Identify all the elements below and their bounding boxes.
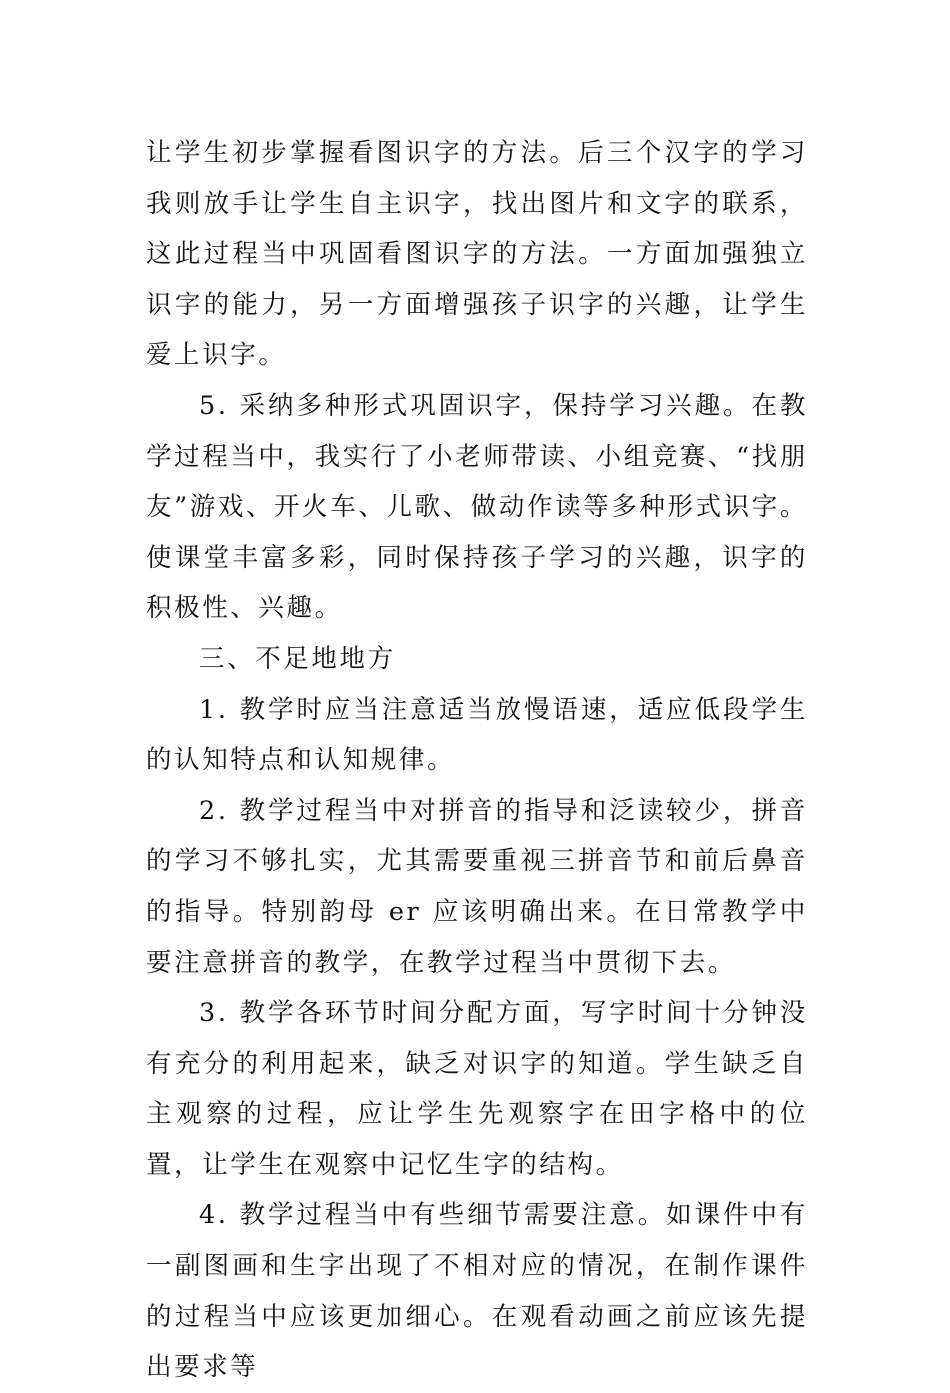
paragraph-item-5: 5. 采纳多种形式巩固识字，保持学习兴趣。在教学过程当中，我实行了小老师带读、小组竞赛、“找朋友”游戏、开火车、儿歌、做动作读等多种形式识字。使课堂丰富多彩，同时保持孩子学习的兴趣，识字的积极性、兴趣。: [146, 390, 809, 624]
paragraph-item-4: 4. 教学过程当中有些细节需要注意。如课件中有一副图画和生字出现了不相对应的情况，在制作课件的过程当中应该更加细心。在观看动画之前应该先提出要求等: [146, 1200, 808, 1383]
paragraph-item-3: 3. 教学各环节时间分配方面，写字时间十分钟没有充分的利用起来，缺乏对识字的知道。学生缺乏自主观察的过程，应让学生先观察字在田字格中的位置，让学生在观察中记忆生字的结构。: [146, 998, 808, 1180]
paragraph-continuation: 让学生初步掌握看图识字的方法。后三个汉字的学习我则放手让学生自主识字，找出图片和文字的联系，这此过程当中巩固看图识字的方法。一方面加强独立识字的能力，另一方面增强孩子识字的兴趣，让学生爱上识字。: [146, 138, 808, 371]
body-text: [146, 128, 808, 1393]
paragraph-item-2: 2. 教学过程当中对拼音的指导和泛读较少，拼音的学习不够扎实，尤其需要重视三拼音节和前后鼻音的指导。特别韵母 er 应该明确出来。在日常教学中要注意拼音的教学，在教学过程当中贯彻下去。: [146, 795, 808, 978]
section-heading: 三、不足地地方: [199, 643, 396, 674]
paragraph-item-1: 1. 教学时应当注意适当放慢语速，适应低段学生的认知特点和认知规律。: [146, 694, 808, 776]
